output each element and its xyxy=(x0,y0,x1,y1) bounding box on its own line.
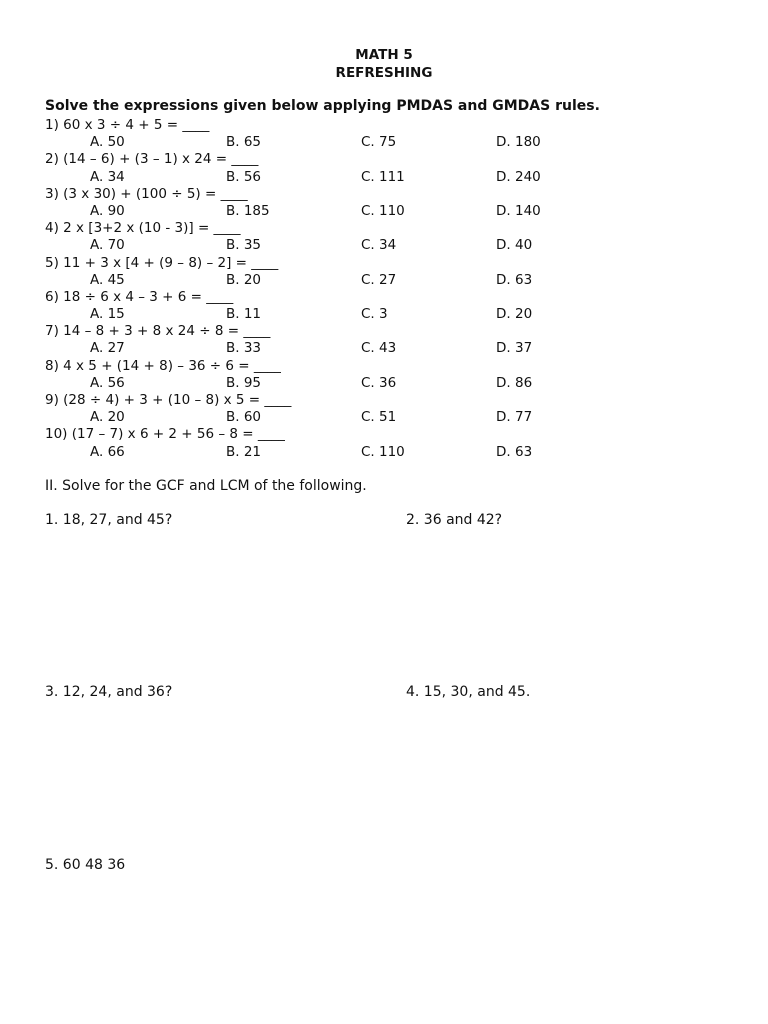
choice-b: B. 65 xyxy=(226,134,262,151)
choice-a: A. 15 xyxy=(90,306,125,323)
choice-b: B. 33 xyxy=(226,340,262,357)
choice-c: C. 43 xyxy=(361,340,397,357)
question-7-choices xyxy=(45,340,745,357)
choice-a: A. 90 xyxy=(90,202,125,219)
choice-c: C. 27 xyxy=(361,271,397,288)
choice-d: D. 240 xyxy=(496,168,541,185)
choice-d: D. 20 xyxy=(496,306,533,323)
question-4: 4) 2 x [3+2 x (10 - 3)] = ____ xyxy=(45,220,241,237)
question-3: 3) (3 x 30) + (100 ÷ 5) = ____ xyxy=(45,185,248,202)
choice-d: D. 37 xyxy=(496,340,533,357)
page-subtitle: REFRESHING xyxy=(335,65,433,81)
choice-b: B. 21 xyxy=(226,443,262,460)
choice-a: A. 50 xyxy=(90,134,125,151)
choice-b: B. 20 xyxy=(226,271,262,288)
choice-c: C. 75 xyxy=(361,134,397,151)
choice-a: A. 27 xyxy=(90,340,125,357)
choice-c: C. 3 xyxy=(361,306,388,323)
choice-a: A. 45 xyxy=(90,271,125,288)
choice-a: A. 34 xyxy=(90,168,125,185)
choice-b: B. 56 xyxy=(226,168,262,185)
question-6-choices xyxy=(45,306,745,323)
problem-4: 4. 15, 30, and 45. xyxy=(406,684,531,700)
page-title: MATH 5 xyxy=(355,47,413,63)
question-7: 7) 14 – 8 + 3 + 8 x 24 ÷ 8 = ____ xyxy=(45,323,271,340)
question-1: 1) 60 x 3 ÷ 4 + 5 = ____ xyxy=(45,117,210,133)
choice-b: B. 60 xyxy=(226,409,262,426)
instructions: Solve the expressions given below applying PMDAS and GMDAS rules. xyxy=(45,98,600,114)
problem-2: 2. 36 and 42? xyxy=(406,512,503,528)
question-8-choices xyxy=(45,375,745,392)
choice-c: C. 110 xyxy=(361,202,405,219)
section-2-heading: II. Solve for the GCF and LCM of the following. xyxy=(45,478,367,494)
choice-c: C. 111 xyxy=(361,168,405,185)
question-2-choices xyxy=(45,169,745,186)
choice-d: D. 86 xyxy=(496,374,533,391)
question-5-choices xyxy=(45,272,745,289)
choice-c: C. 36 xyxy=(361,374,397,391)
choice-d: D. 77 xyxy=(496,409,533,426)
question-8: 8) 4 x 5 + (14 + 8) – 36 ÷ 6 = ____ xyxy=(45,357,281,374)
question-5: 5) 11 + 3 x [4 + (9 – 8) – 2] = ____ xyxy=(45,254,279,271)
question-4-choices xyxy=(45,237,745,254)
choice-d: D. 180 xyxy=(496,134,541,151)
problem-1: 1. 18, 27, and 45? xyxy=(45,512,173,528)
question-10-choices xyxy=(45,444,745,461)
question-9-choices xyxy=(45,409,745,426)
question-2: 2) (14 – 6) + (3 – 1) x 24 = ____ xyxy=(45,151,259,168)
question-10: 10) (17 – 7) x 6 + 2 + 56 – 8 = ____ xyxy=(45,426,285,443)
choice-a: A. 66 xyxy=(90,443,125,460)
question-list xyxy=(45,117,745,461)
choice-d: D. 140 xyxy=(496,202,541,219)
choice-d: D. 63 xyxy=(496,443,533,460)
choice-c: C. 51 xyxy=(361,409,397,426)
choice-b: B. 185 xyxy=(226,202,270,219)
choice-a: A. 70 xyxy=(90,237,125,254)
choice-d: D. 40 xyxy=(496,237,533,254)
problem-5: 5. 60 48 36 xyxy=(45,857,126,873)
choice-a: A. 20 xyxy=(90,409,125,426)
question-3-choices xyxy=(45,203,745,220)
choice-b: B. 95 xyxy=(226,374,262,391)
choice-a: A. 56 xyxy=(90,374,125,391)
choice-b: B. 35 xyxy=(226,237,262,254)
choice-d: D. 63 xyxy=(496,271,533,288)
choice-c: C. 110 xyxy=(361,443,405,460)
choice-c: C. 34 xyxy=(361,237,397,254)
problem-3: 3. 12, 24, and 36? xyxy=(45,684,173,700)
question-9: 9) (28 ÷ 4) + 3 + (10 – 8) x 5 = ____ xyxy=(45,392,292,408)
choice-b: B. 11 xyxy=(226,306,262,323)
question-6: 6) 18 ÷ 6 x 4 – 3 + 6 = ____ xyxy=(45,288,234,305)
question-1-choices xyxy=(45,134,745,151)
